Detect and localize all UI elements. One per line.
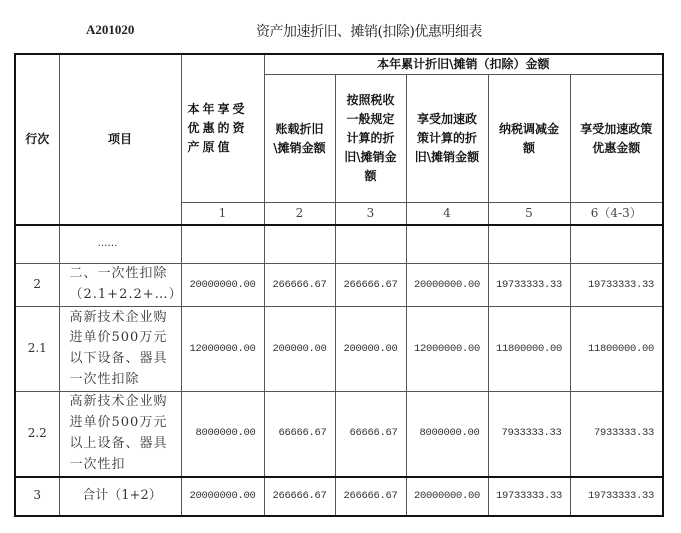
- cell-value: 266666.67: [335, 264, 406, 307]
- cell-value: 8000000.00: [181, 392, 264, 477]
- cell-value: 11800000.00: [570, 307, 663, 392]
- col-number: 5: [488, 203, 570, 225]
- cell-value: 20000000.00: [406, 477, 488, 516]
- cell-value: 266666.67: [335, 477, 406, 516]
- row-no: [15, 225, 59, 264]
- col-number: 4: [406, 203, 488, 225]
- depreciation-table: [14, 53, 664, 517]
- row-item: 高新技术企业购进单价500万元以下设备、器具一次性扣除: [59, 307, 181, 392]
- cell-value: 19733333.33: [570, 477, 663, 516]
- cell-value: 19733333.33: [570, 264, 663, 307]
- cell-value: 66666.67: [335, 392, 406, 477]
- header-c6: 享受加速政策优惠金额: [570, 75, 663, 203]
- header-c5: 纳税调减金额: [488, 75, 570, 203]
- cell-value: 7933333.33: [570, 392, 663, 477]
- header-row-no: 行次: [15, 54, 59, 225]
- cell-value: 19733333.33: [488, 477, 570, 516]
- cell-value: 11800000.00: [488, 307, 570, 392]
- header-group: 本年累计折旧\摊销（扣除）金额: [264, 54, 663, 75]
- cell-value: 12000000.00: [181, 307, 264, 392]
- header-c2: 账载折旧\摊销金额: [264, 75, 335, 203]
- cell-value: 19733333.33: [488, 264, 570, 307]
- cell-value: 20000000.00: [181, 477, 264, 516]
- cell-value: 20000000.00: [181, 264, 264, 307]
- form-title: 资产加速折旧、摊销(扣除)优惠明细表: [256, 24, 482, 40]
- header-item: 项目: [59, 54, 181, 225]
- table-row: [15, 307, 663, 392]
- col-number: 6（4-3）: [570, 203, 663, 225]
- row-item: 高新技术企业购进单价500万元以上设备、器具一次性扣: [59, 392, 181, 477]
- header-c4: 享受加速政策计算的折旧\摊销金额: [406, 75, 488, 203]
- table-row: [15, 477, 663, 516]
- table-row: [15, 392, 663, 477]
- cell-value: 266666.67: [264, 477, 335, 516]
- cell-value: 12000000.00: [406, 307, 488, 392]
- form-code: A201020: [86, 22, 135, 37]
- cell-value: 8000000.00: [406, 392, 488, 477]
- table-row: [15, 225, 663, 264]
- header-c1: 本年享受优惠的资产原值: [181, 54, 264, 203]
- row-no: 2.1: [15, 307, 59, 392]
- row-no: 2: [15, 264, 59, 307]
- cell-value: 200000.00: [264, 307, 335, 392]
- col-number: 2: [264, 203, 335, 225]
- row-no: 2.2: [15, 392, 59, 477]
- table-row: [15, 264, 663, 307]
- header-c3: 按照税收一般规定计算的折旧\摊销金额: [335, 75, 406, 203]
- cell-value: 20000000.00: [406, 264, 488, 307]
- cell-value: 7933333.33: [488, 392, 570, 477]
- col-number: 1: [181, 203, 264, 225]
- cell-value: 200000.00: [335, 307, 406, 392]
- row-item: 二、一次性扣除（2.1+2.2+…）: [59, 264, 181, 307]
- cell-value: 66666.67: [264, 392, 335, 477]
- row-no: 3: [15, 477, 59, 516]
- row-item: 合计（1+2）: [59, 477, 181, 516]
- row-item: ……: [59, 225, 181, 264]
- cell-value: 266666.67: [264, 264, 335, 307]
- col-number: 3: [335, 203, 406, 225]
